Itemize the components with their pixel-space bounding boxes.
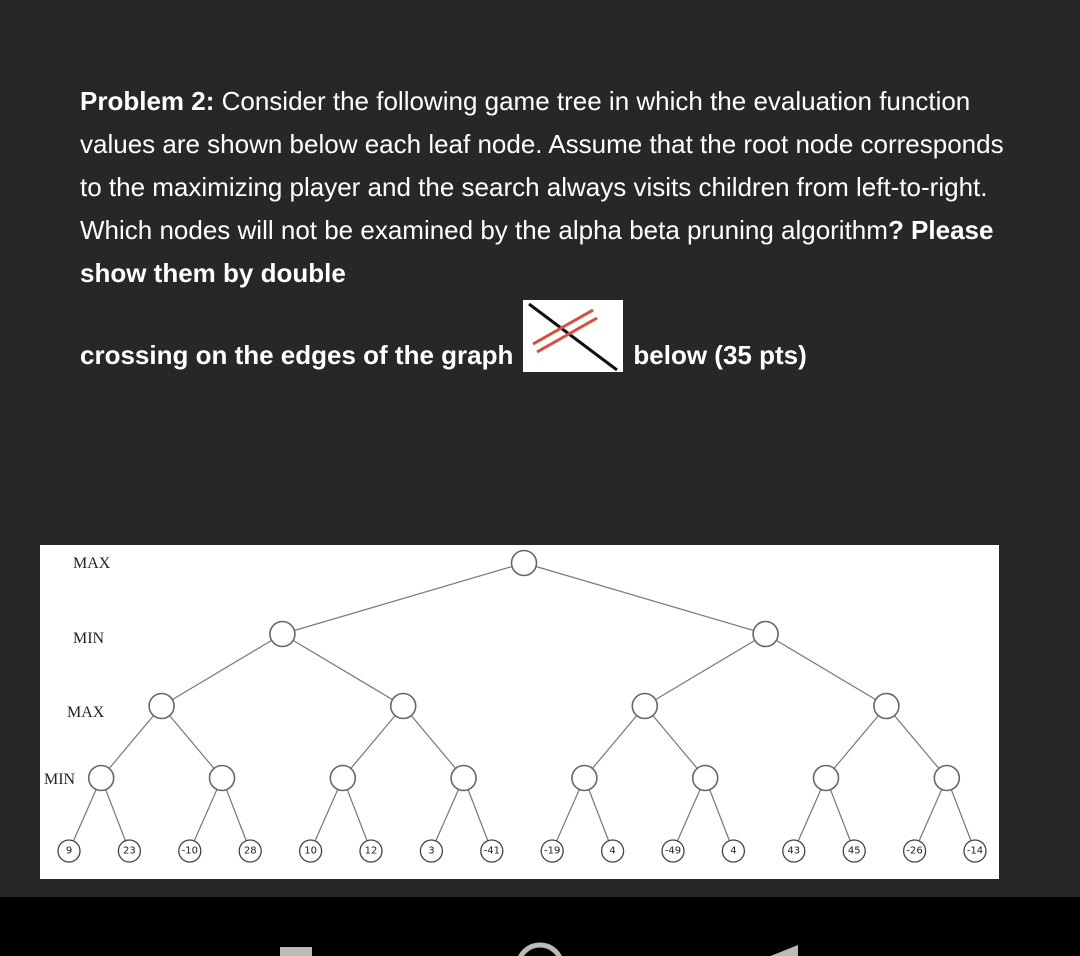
level-label-max-1: MAX (73, 555, 111, 572)
double-cross-mark-icon (523, 300, 623, 372)
leaf-value: 28 (243, 845, 257, 857)
tree-edge[interactable] (162, 634, 283, 706)
max-node (632, 694, 657, 719)
leaf-value: -26 (906, 845, 923, 857)
tree-edge[interactable] (645, 634, 766, 706)
tree-edge[interactable] (766, 634, 887, 706)
game-tree (40, 545, 999, 879)
root-max-node (512, 551, 537, 576)
leaf-value: 12 (364, 845, 378, 857)
tree-edge[interactable] (584, 706, 644, 778)
instruction-line (80, 300, 807, 372)
level-label-min-2: MIN (44, 771, 76, 788)
tree-edge[interactable] (403, 706, 463, 778)
level-label-min-1: MIN (73, 630, 105, 647)
leaf-value: 4 (730, 845, 737, 857)
leaf-value: 10 (304, 845, 317, 857)
problem-text: Consider the following game tree in which the evaluation function values are shown below each leaf node. Assume that the root node corresponds to the maximizing player and the search always visits children from left-to-right. Which nodes will not be examined by the alpha beta pruning algorithm (80, 86, 1004, 245)
leaf-value: 43 (787, 845, 801, 857)
instruction-after: below (35 pts) (633, 340, 807, 370)
leaf-value: -41 (483, 845, 500, 857)
tree-edge[interactable] (343, 706, 403, 778)
min-node (210, 766, 235, 791)
tree-edge[interactable] (101, 706, 161, 778)
max-node (874, 694, 899, 719)
tree-edge[interactable] (282, 634, 403, 706)
max-node (391, 694, 416, 719)
min-node (693, 766, 718, 791)
problem-statement (80, 80, 1010, 295)
system-nav-bar (0, 897, 1080, 956)
leaf-value: -19 (544, 845, 561, 857)
nav-circle-icon[interactable] (518, 945, 562, 956)
min-node (753, 622, 778, 647)
leaf-value: -10 (181, 845, 198, 857)
min-node (89, 766, 114, 791)
leaf-value: 45 (847, 845, 861, 857)
leaf-value: 9 (65, 845, 73, 857)
tree-edge[interactable] (886, 706, 946, 778)
game-tree-svg (40, 545, 999, 879)
nav-triangle-icon[interactable] (768, 945, 798, 956)
min-node (572, 766, 597, 791)
tree-edge[interactable] (282, 563, 524, 634)
leaf-value: 4 (609, 845, 616, 857)
max-node (149, 694, 174, 719)
min-node (934, 766, 959, 791)
tree-edge[interactable] (524, 563, 766, 634)
problem-label: Problem 2: (80, 86, 215, 116)
min-node (814, 766, 839, 791)
leaf-value: 23 (123, 845, 136, 857)
min-node (330, 766, 355, 791)
leaf-value: -14 (966, 845, 984, 857)
min-node (451, 766, 476, 791)
min-node (270, 622, 295, 647)
leaf-value: -49 (664, 845, 682, 857)
problem-question-end: ? Please show them by double (80, 215, 994, 288)
level-label-max-2: MAX (67, 704, 105, 721)
tree-edge[interactable] (645, 706, 705, 778)
tree-edge[interactable] (162, 706, 222, 778)
leaf-value: 3 (428, 845, 435, 857)
instruction-before: crossing on the edges of the graph (80, 340, 514, 370)
nav-square-icon[interactable] (280, 947, 312, 956)
tree-edge[interactable] (826, 706, 886, 778)
